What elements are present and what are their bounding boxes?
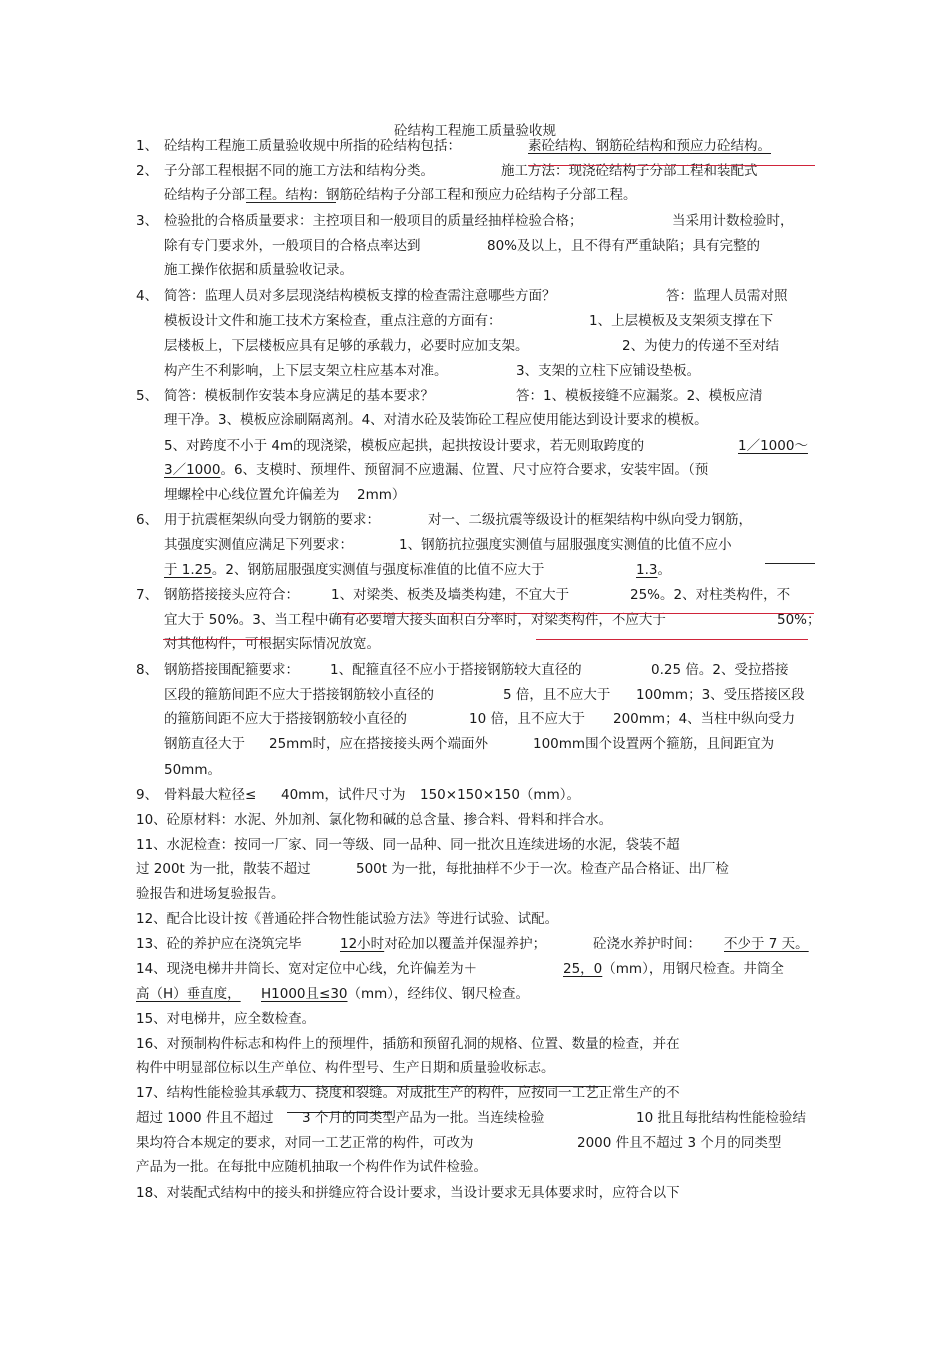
text-line — [164, 337, 529, 356]
text-line — [164, 635, 380, 654]
text-line — [613, 710, 795, 729]
text-span: 。2、钢筋屈服强度实测值与强度标准值的比值不应大于 — [211, 562, 545, 578]
text-span: 80%及以上，且不得有严重缺陷；具有完整的 — [487, 238, 761, 254]
text-span: 钢筋搭接围配箍要求： — [164, 662, 299, 678]
text-span: 10 倍，且不应大于 — [469, 711, 585, 727]
text-span: 理干净。3、模板应涂刷隔离剂。4、对清水砼及装饰砼工程应使用能达到设计要求的模板。 — [164, 412, 708, 428]
text-line — [164, 536, 353, 555]
text-span: 500t 为一批，每批抽样不少于一次。检查产品合格证、出厂检 — [356, 861, 729, 877]
text-span: 11、水泥检查：按同一厂家、同一等级、同一品种、同一批次且连续进场的水泥，袋装不超 — [136, 837, 680, 853]
text-line — [516, 362, 700, 381]
text-line — [269, 735, 488, 754]
text-line — [164, 661, 299, 680]
text-line — [428, 511, 752, 530]
text-line — [164, 561, 544, 580]
text-line — [164, 735, 245, 754]
text-line — [164, 586, 299, 605]
text-span: 用于抗震框架纵向受力钢筋的要求： — [164, 512, 380, 528]
text-line — [503, 686, 610, 705]
text-line — [281, 786, 405, 805]
text-span: 18、对装配式结构中的接头和拼缝应符合设计要求，当设计要求无具体要求时，应符合以下 — [136, 1185, 680, 1201]
text-span: 对砼加以覆盖并保湿养护； — [384, 936, 547, 952]
text-line — [136, 960, 477, 979]
text-line — [724, 935, 809, 954]
text-span: 简答：模板制作安装本身应满足的基本要求？ — [164, 388, 434, 404]
item-number: 3、 — [136, 213, 159, 229]
text-line — [589, 312, 773, 331]
text-span: 13、砼的养护应在浇筑完毕 — [136, 936, 302, 952]
text-line — [164, 761, 221, 780]
text-line — [164, 287, 556, 306]
text-line — [340, 935, 546, 954]
text-span: 施工操作依据和质量验收记录。 — [164, 262, 353, 278]
red-underline — [528, 165, 815, 166]
text-span: 答：监理人员需对照 — [666, 288, 788, 304]
text-span: 50mm。 — [164, 762, 221, 778]
item-number: 9、 — [136, 787, 159, 803]
text-span: 17、结构性能检验其承载力、挠度和裂缝。对成批生产的构件，应按同一工艺正常生产的不 — [136, 1085, 680, 1101]
text-span: 宜大于 50%。3、当工程中确有必要增大接头面积百分率时，对梁类构件，不应大于 — [164, 612, 666, 628]
text-span: 50%； — [777, 612, 821, 628]
text-line — [136, 1109, 273, 1128]
text-line — [357, 486, 405, 505]
text-span: 12、配合比设计按《普通砼拌合物性能试验方法》等进行试验、试配。 — [136, 911, 559, 927]
text-span: 16、对预制构件标志和构件上的预埋件，插筋和预留孔洞的规格、位置、数量的检查，并在 — [136, 1036, 680, 1052]
text-line — [487, 237, 760, 256]
text-line — [261, 985, 529, 1004]
text-span: （mm），用钢尺检查。井筒全 — [602, 961, 784, 977]
text-line — [136, 1010, 315, 1029]
text-line — [533, 735, 774, 754]
text-line — [636, 686, 805, 705]
text-span: 施工方法：现浇砼结构子分部工程和装配式 — [501, 163, 758, 179]
text-line — [528, 137, 771, 156]
text-line — [330, 661, 582, 680]
text-line — [651, 661, 788, 680]
text-span: 钢筋直径大于 — [164, 736, 245, 752]
text-line — [630, 586, 790, 605]
text-span: 检验批的合格质量要求：主控项目和一般项目的质量经抽样检验合格； — [164, 213, 583, 229]
text-line — [164, 387, 434, 406]
text-span: 200mm；4、当柱中纵向受力 — [613, 711, 796, 727]
text-span: 构件中明显部位标以生产单位、构件型号、生产日期和质量验收标志。 — [136, 1060, 555, 1076]
text-span: 区段的箍筋间距不应大于搭接钢筋较小直径的 — [164, 687, 434, 703]
text-line — [164, 486, 340, 505]
text-span: 2、为使力的传递不至对结 — [622, 338, 780, 354]
text-span: 2000 件且不超过 3 个月的同类型 — [577, 1135, 782, 1151]
text-line — [164, 362, 448, 381]
text-line — [136, 1158, 487, 1177]
text-line — [164, 186, 637, 205]
text-span: 模板设计文件和施工技术方案检查，重点注意的方面有： — [164, 313, 502, 329]
text-span: 2mm） — [357, 487, 406, 503]
underlined-answer: 1.3 — [636, 562, 658, 578]
blank-line — [765, 563, 815, 564]
text-span: 25mm时，应在搭接接头两个端面外 — [269, 736, 488, 752]
text-span: 钢筋搭接接头应符合： — [164, 587, 299, 603]
text-span: 10 批且每批结构性能检验结 — [636, 1110, 806, 1126]
text-span: 过 200t 为一批，散装不超过 — [136, 861, 311, 877]
text-span: 砼结构子分部工程。结构：钢筋砼结构子分部工程和预应力砼结构子分部工程。 — [164, 187, 637, 203]
text-span: 100mm；3、受压搭接区段 — [636, 687, 805, 703]
text-span: 。 — [657, 562, 671, 578]
item-number: 7、 — [136, 587, 159, 603]
text-line — [136, 860, 311, 879]
text-span: 3、支架的立柱下应铺设垫板。 — [516, 363, 701, 379]
text-span: 5 倍，且不应大于 — [503, 687, 611, 703]
text-line — [622, 337, 779, 356]
text-line — [420, 786, 580, 805]
text-line — [136, 935, 302, 954]
text-span: 答：1、模板接缝不应漏浆。2、模板应清 — [516, 388, 763, 404]
text-line — [136, 1184, 680, 1203]
blank-line — [246, 202, 336, 203]
text-span: 15、对电梯井，应全数检查。 — [136, 1011, 316, 1027]
item-number: 8、 — [136, 662, 159, 678]
text-line — [136, 985, 241, 1004]
text-span: 子分部工程根据不同的施工方法和结构分类。 — [164, 163, 434, 179]
underlined-answer: H1000且≤30 — [261, 986, 348, 1002]
text-line — [666, 287, 788, 306]
text-line — [331, 586, 569, 605]
underlined-answer: 于 1.25 — [164, 562, 212, 578]
text-span: 3 个月的同类型产品为一批。当连续检验 — [302, 1110, 545, 1126]
text-line — [563, 960, 784, 979]
text-span: 果均符合本规定的要求，对同一工艺正常的构件，可改为 — [136, 1135, 474, 1151]
text-line — [164, 786, 256, 805]
text-span: 1、钢筋抗拉强度实测值与屈服强度实测值的比值不应小 — [399, 537, 732, 553]
text-span: 0.25 倍。2、受拉搭接 — [651, 662, 789, 678]
text-line — [164, 162, 434, 181]
text-span: 1、对梁类、板类及墙类构建，不宜大于 — [331, 587, 570, 603]
text-span: 砼浇水养护时间： — [593, 936, 701, 952]
blank-line — [287, 1112, 391, 1113]
text-span: 构产生不利影响，上下层支架立柱应基本对准。 — [164, 363, 448, 379]
text-span: 层楼板上，下层楼板应具有足够的承载力，必要时应加支架。 — [164, 338, 529, 354]
text-span: 的箍筋间距不应大于搭接钢筋较小直径的 — [164, 711, 407, 727]
text-line — [356, 860, 729, 879]
underlined-answer: 素砼结构、钢筋砼结构和预应力砼结构。 — [528, 138, 771, 154]
underlined-answer: 不少于 7 天。 — [724, 936, 809, 952]
text-span: 当采用计数检验时， — [672, 213, 794, 229]
text-span: 除有专门要求外，一般项目的合格点率达到 — [164, 238, 421, 254]
item-number: 2、 — [136, 163, 159, 179]
text-span: 1、上层模板及支架须支撑在下 — [589, 313, 774, 329]
text-line — [136, 1059, 555, 1078]
red-underline — [536, 639, 808, 640]
text-span: 验报告和进场复验报告。 — [136, 886, 285, 902]
text-line — [636, 1109, 806, 1128]
blank-line — [278, 1086, 606, 1087]
text-line — [164, 511, 380, 530]
underlined-answer: 高（H）垂直度， — [136, 986, 241, 1002]
text-span: 40mm，试件尺寸为 — [281, 787, 406, 803]
text-line — [136, 836, 680, 855]
text-span: 25%。2、对柱类构件，不 — [630, 587, 791, 603]
text-span: 超过 1000 件且不超过 — [136, 1110, 274, 1126]
text-line — [636, 561, 671, 580]
text-line — [164, 261, 353, 280]
page-title: 砼结构工程施工质量验收规 — [394, 123, 556, 139]
text-line — [738, 437, 808, 456]
text-line — [577, 1134, 781, 1153]
text-span: 产品为一批。在每批中应随机抽取一个构件作为试件检验。 — [136, 1159, 487, 1175]
text-line — [136, 885, 285, 904]
text-line — [164, 686, 434, 705]
text-line — [672, 212, 794, 231]
text-line — [164, 710, 407, 729]
text-span: 100mm围个设置两个箍筋，且间距宜为 — [533, 736, 775, 752]
item-number: 5、 — [136, 388, 159, 404]
item-number: 4、 — [136, 288, 159, 304]
text-line — [164, 411, 708, 430]
text-span: 1、配箍直径不应小于搭接钢筋较大直径的 — [330, 662, 582, 678]
text-span: 5、对跨度不小于 4m的现浇梁，模板应起拱，起拱按设计要求，若无则取跨度的 — [164, 438, 645, 454]
text-line — [164, 437, 644, 456]
text-span: 150×150×150（mm）。 — [420, 787, 580, 803]
text-span: 10、砼原材料：水泥、外加剂、氯化物和碱的总含量、掺合料、骨料和拌合水。 — [136, 812, 613, 828]
underlined-answer: 3／1000 — [164, 462, 221, 478]
text-line — [164, 137, 461, 156]
text-span: （mm），经纬仪、钢尺检查。 — [347, 986, 530, 1002]
text-line — [593, 935, 701, 954]
text-line — [136, 811, 612, 830]
text-span: 对一、二级抗震等级设计的框架结构中纵向受力钢筋， — [428, 512, 752, 528]
text-span: 简答：监理人员对多层现浇结构模板支撑的检查需注意哪些方面？ — [164, 288, 556, 304]
item-number: 6、 — [136, 512, 159, 528]
text-line — [136, 910, 558, 929]
text-line — [164, 212, 583, 231]
underlined-answer: 1／1000～ — [738, 438, 808, 454]
text-span: 骨料最大粒径≤ — [164, 787, 257, 803]
text-span: 。6、支模时、预埋件、预留洞不应遗漏、位置、尺寸应符合要求，安装牢固。（预 — [220, 462, 709, 478]
underlined-answer: 25，0 — [563, 961, 603, 977]
text-line — [136, 1035, 680, 1054]
text-line — [164, 237, 421, 256]
item-number: 1、 — [136, 138, 159, 154]
underlined-answer: 12小时 — [340, 936, 385, 952]
text-line — [399, 536, 732, 555]
text-span: 砼结构工程施工质量验收规中所指的砼结构包括： — [164, 138, 461, 154]
text-line — [164, 461, 708, 480]
text-line — [136, 1134, 474, 1153]
text-span: 埋螺栓中心线位置允许偏差为 — [164, 487, 340, 503]
text-line — [164, 312, 502, 331]
text-span: 其强度实测值应满足下列要求： — [164, 537, 353, 553]
text-line — [469, 710, 585, 729]
text-line — [516, 387, 763, 406]
text-span: 14、现浇电梯井井筒长、宽对定位中心线，允许偏差为＋ — [136, 961, 478, 977]
red-underline — [338, 613, 814, 614]
red-underline — [163, 639, 269, 640]
text-span: 对其他构件，可根据实际情况放宽。 — [164, 636, 380, 652]
